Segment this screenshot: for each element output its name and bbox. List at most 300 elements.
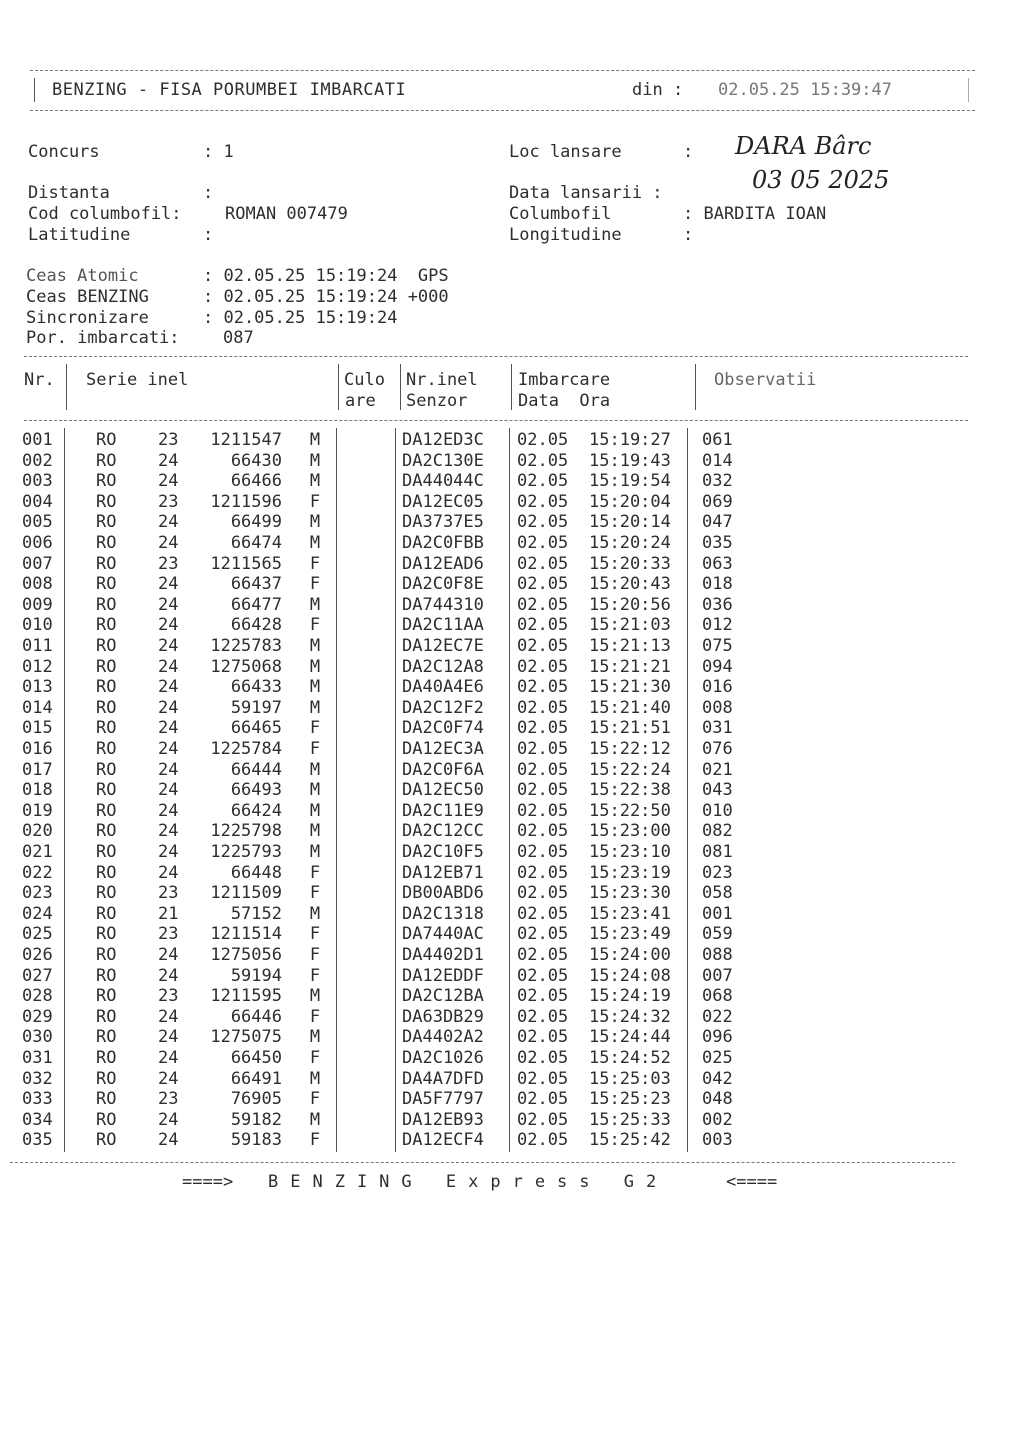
row-ring-number: 59183	[230, 1130, 282, 1151]
row-date: 02.05	[517, 594, 569, 615]
row-observation: 088	[702, 945, 733, 965]
ceas-benzing-label: Ceas BENZING	[26, 287, 149, 307]
row-country: RO	[96, 697, 117, 718]
row-country: RO	[96, 821, 117, 842]
row-sensor-id: DA12EB71	[402, 862, 484, 883]
row-sensor-id: DA2C0F74	[402, 718, 484, 739]
row-year: 23	[158, 1089, 179, 1110]
row-ring-number: 66477	[230, 594, 282, 615]
row-year: 24	[158, 1006, 179, 1027]
row-country: RO	[96, 759, 117, 780]
row-observation: 003	[702, 1130, 733, 1151]
row-sensor-id: DB00ABD6	[402, 883, 484, 904]
row-sex: M	[309, 697, 321, 718]
row-sex: M	[309, 656, 321, 677]
loc-lansare-handwritten: DARA Bârc	[735, 132, 872, 160]
row-nr: 016	[22, 739, 53, 759]
table-row	[0, 760, 1024, 781]
row-sex: F	[309, 924, 321, 945]
concurs-label: Concurs	[28, 142, 100, 162]
table-row	[0, 801, 1024, 822]
row-observation: 007	[702, 965, 733, 986]
sincronizare-label: Sincronizare	[26, 308, 149, 328]
row-sex: F	[309, 965, 321, 986]
row-country: RO	[96, 471, 117, 492]
row-ring-number: 66465	[230, 718, 282, 739]
row-nr: 017	[22, 759, 53, 780]
row-observation: 036	[702, 594, 733, 615]
row-ring-number: 1225784	[210, 739, 282, 759]
table-row	[0, 451, 1024, 472]
table-row	[0, 1069, 1024, 1090]
header-bottom-rule	[30, 110, 975, 111]
row-observation: 025	[702, 1048, 733, 1068]
row-ring-number: 1211565	[210, 553, 282, 574]
row-observation: 047	[702, 512, 733, 533]
row-nr: 004	[22, 491, 53, 512]
row-sensor-id: DA12ED3C	[402, 430, 484, 450]
hdr-sep-3	[400, 364, 401, 410]
row-observation: 063	[702, 553, 733, 574]
row-observation: 058	[702, 883, 733, 904]
longitudine-label: Longitudine	[509, 225, 622, 245]
table-row	[0, 430, 1024, 451]
table-row	[0, 533, 1024, 554]
row-date: 02.05	[517, 883, 569, 904]
row-date: 02.05	[517, 533, 569, 553]
row-country: RO	[96, 800, 117, 821]
row-year: 24	[158, 821, 179, 842]
row-nr: 003	[22, 471, 53, 492]
row-nr: 010	[22, 615, 53, 636]
row-country: RO	[96, 862, 117, 883]
row-time: 15:21:03	[589, 615, 671, 636]
row-country: RO	[96, 553, 117, 574]
row-sensor-id: DA7440AC	[402, 924, 484, 945]
row-time: 15:24:44	[589, 1027, 671, 1048]
row-nr: 027	[22, 965, 53, 986]
row-sex: M	[309, 636, 321, 656]
row-country: RO	[96, 430, 117, 450]
row-sensor-id: DA63DB29	[402, 1006, 484, 1027]
row-nr: 024	[22, 903, 53, 924]
row-year: 24	[158, 965, 179, 986]
row-year: 24	[158, 656, 179, 677]
row-year: 23	[158, 924, 179, 945]
footer-right-arrow: <====	[726, 1172, 778, 1192]
row-date: 02.05	[517, 615, 569, 636]
table-row	[0, 595, 1024, 616]
row-sensor-id: DA44044C	[402, 471, 484, 492]
row-date: 02.05	[517, 1048, 569, 1068]
row-country: RO	[96, 739, 117, 759]
row-time: 15:21:51	[589, 718, 671, 739]
row-country: RO	[96, 512, 117, 533]
row-time: 15:19:43	[589, 450, 671, 471]
row-year: 24	[158, 945, 179, 965]
row-sex: F	[309, 1048, 321, 1068]
row-ring-number: 66474	[230, 533, 282, 553]
row-nr: 026	[22, 945, 53, 965]
row-sensor-id: DA4402D1	[402, 945, 484, 965]
row-time: 15:21:40	[589, 697, 671, 718]
table-row	[0, 986, 1024, 1007]
row-date: 02.05	[517, 1089, 569, 1110]
row-year: 24	[158, 677, 179, 698]
row-observation: 032	[702, 471, 733, 492]
header-top-rule	[30, 70, 975, 71]
row-date: 02.05	[517, 1068, 569, 1089]
table-row	[0, 780, 1024, 801]
row-observation: 002	[702, 1109, 733, 1130]
col-header-nr: Nr.	[24, 370, 55, 390]
row-country: RO	[96, 491, 117, 512]
row-observation: 094	[702, 656, 733, 677]
row-time: 15:21:30	[589, 677, 671, 698]
row-date: 02.05	[517, 471, 569, 492]
row-country: RO	[96, 780, 117, 801]
row-year: 23	[158, 491, 179, 512]
row-date: 02.05	[517, 1027, 569, 1048]
din-label: din :	[632, 80, 684, 100]
row-ring-number: 66466	[230, 471, 282, 492]
row-country: RO	[96, 636, 117, 656]
row-year: 24	[158, 718, 179, 739]
table-row	[0, 1007, 1024, 1028]
row-nr: 011	[22, 636, 53, 656]
table-row	[0, 924, 1024, 945]
col-header-culo: Culo	[344, 370, 385, 390]
row-time: 15:23:00	[589, 821, 671, 842]
row-year: 24	[158, 739, 179, 759]
row-country: RO	[96, 1109, 117, 1130]
row-ring-number: 1275075	[210, 1027, 282, 1048]
row-observation: 059	[702, 924, 733, 945]
row-sensor-id: DA744310	[402, 594, 484, 615]
row-time: 15:19:54	[589, 471, 671, 492]
row-observation: 068	[702, 986, 733, 1007]
row-time: 15:23:49	[589, 924, 671, 945]
row-observation: 082	[702, 821, 733, 842]
row-nr: 002	[22, 450, 53, 471]
row-sex: F	[309, 1089, 321, 1110]
row-nr: 019	[22, 800, 53, 821]
row-year: 24	[158, 1068, 179, 1089]
row-observation: 031	[702, 718, 733, 739]
row-observation: 075	[702, 636, 733, 656]
col-header-data-ora: Data Ora	[518, 391, 611, 411]
row-observation: 023	[702, 862, 733, 883]
row-date: 02.05	[517, 986, 569, 1007]
row-nr: 013	[22, 677, 53, 698]
row-ring-number: 66446	[230, 1006, 282, 1027]
row-sex: F	[309, 491, 321, 512]
row-observation: 076	[702, 739, 733, 759]
row-sensor-id: DA2C0F8E	[402, 574, 484, 595]
row-time: 15:22:24	[589, 759, 671, 780]
ceas-benzing-value: : 02.05.25 15:19:24 +000	[203, 287, 449, 307]
row-year: 24	[158, 471, 179, 492]
table-row	[0, 1130, 1024, 1151]
row-ring-number: 1211547	[210, 430, 282, 450]
row-date: 02.05	[517, 842, 569, 862]
row-date: 02.05	[517, 450, 569, 471]
row-date: 02.05	[517, 718, 569, 739]
row-sensor-id: DA4A7DFD	[402, 1068, 484, 1089]
row-sex: M	[309, 471, 321, 492]
row-year: 24	[158, 615, 179, 636]
latitudine-sep: :	[203, 225, 214, 245]
row-observation: 021	[702, 759, 733, 780]
row-sex: F	[309, 862, 321, 883]
row-date: 02.05	[517, 512, 569, 533]
row-ring-number: 57152	[230, 903, 282, 924]
table-bottom-rule	[10, 1162, 955, 1163]
row-observation: 096	[702, 1027, 733, 1048]
row-sensor-id: DA2C12BA	[402, 986, 484, 1007]
table-row	[0, 966, 1024, 987]
table-row	[0, 1089, 1024, 1110]
row-observation: 061	[702, 430, 733, 450]
header-left-border	[34, 78, 35, 102]
row-date: 02.05	[517, 574, 569, 595]
row-country: RO	[96, 450, 117, 471]
table-row	[0, 904, 1024, 925]
row-observation: 081	[702, 842, 733, 862]
row-ring-number: 66499	[230, 512, 282, 533]
row-country: RO	[96, 718, 117, 739]
row-sex: M	[309, 594, 321, 615]
row-nr: 014	[22, 697, 53, 718]
row-year: 24	[158, 780, 179, 801]
row-sensor-id: DA2C1318	[402, 903, 484, 924]
row-date: 02.05	[517, 553, 569, 574]
data-lansarii-label: Data lansarii :	[509, 183, 663, 203]
col-header-senzor: Senzor	[406, 391, 468, 411]
row-year: 24	[158, 594, 179, 615]
row-observation: 035	[702, 533, 733, 553]
table-row	[0, 945, 1024, 966]
row-sensor-id: DA12EB93	[402, 1109, 484, 1130]
por-imbarcati-label: Por. imbarcati:	[26, 328, 180, 348]
row-sensor-id: DA2C12F2	[402, 697, 484, 718]
row-time: 15:21:21	[589, 656, 671, 677]
din-value: 02.05.25 15:39:47	[718, 80, 892, 100]
row-time: 15:25:33	[589, 1109, 671, 1130]
table-row	[0, 863, 1024, 884]
table-row	[0, 821, 1024, 842]
loc-lansare-sep: :	[683, 142, 694, 162]
row-year: 21	[158, 903, 179, 924]
row-year: 24	[158, 800, 179, 821]
row-sensor-id: DA2C12A8	[402, 656, 484, 677]
row-sex: F	[309, 1130, 321, 1151]
row-nr: 032	[22, 1068, 53, 1089]
row-ring-number: 59182	[230, 1109, 282, 1130]
row-nr: 006	[22, 533, 53, 553]
row-time: 15:23:10	[589, 842, 671, 862]
row-date: 02.05	[517, 739, 569, 759]
row-date: 02.05	[517, 491, 569, 512]
row-date: 02.05	[517, 800, 569, 821]
row-ring-number: 59197	[230, 697, 282, 718]
row-date: 02.05	[517, 945, 569, 965]
row-time: 15:20:56	[589, 594, 671, 615]
row-time: 15:22:38	[589, 780, 671, 801]
row-date: 02.05	[517, 1006, 569, 1027]
header-right-border	[968, 78, 969, 102]
row-country: RO	[96, 574, 117, 595]
row-sex: M	[309, 821, 321, 842]
row-time: 15:23:41	[589, 903, 671, 924]
row-country: RO	[96, 594, 117, 615]
row-sensor-id: DA12EC3A	[402, 739, 484, 759]
row-country: RO	[96, 924, 117, 945]
row-observation: 012	[702, 615, 733, 636]
row-observation: 022	[702, 1006, 733, 1027]
row-date: 02.05	[517, 862, 569, 883]
row-sensor-id: DA12EAD6	[402, 553, 484, 574]
table-row	[0, 883, 1024, 904]
row-observation: 010	[702, 800, 733, 821]
row-country: RO	[96, 1027, 117, 1048]
table-header-rule	[24, 420, 968, 421]
row-year: 24	[158, 697, 179, 718]
ceas-atomic-label: Ceas Atomic	[26, 266, 139, 286]
row-time: 15:25:42	[589, 1130, 671, 1151]
row-time: 15:21:13	[589, 636, 671, 656]
row-date: 02.05	[517, 924, 569, 945]
row-sensor-id: DA12EC05	[402, 491, 484, 512]
row-date: 02.05	[517, 1109, 569, 1130]
footer-left-arrow: ====>	[182, 1172, 234, 1192]
row-ring-number: 66430	[230, 450, 282, 471]
row-sex: M	[309, 1068, 321, 1089]
row-date: 02.05	[517, 656, 569, 677]
hdr-sep-2	[338, 364, 339, 410]
table-row	[0, 842, 1024, 863]
row-sensor-id: DA2C0FBB	[402, 533, 484, 553]
row-year: 23	[158, 430, 179, 450]
row-nr: 033	[22, 1089, 53, 1110]
row-sex: M	[309, 533, 321, 553]
table-row	[0, 1110, 1024, 1131]
col-header-imbarcare: Imbarcare	[518, 370, 611, 390]
row-sensor-id: DA2C1026	[402, 1048, 484, 1068]
row-ring-number: 1225783	[210, 636, 282, 656]
row-ring-number: 1211509	[210, 883, 282, 904]
row-nr: 020	[22, 821, 53, 842]
cod-columbofil-label: Cod columbofil:	[28, 204, 182, 224]
row-year: 24	[158, 636, 179, 656]
row-observation: 042	[702, 1068, 733, 1089]
loc-lansare-label: Loc lansare	[509, 142, 622, 162]
row-country: RO	[96, 842, 117, 862]
row-observation: 008	[702, 697, 733, 718]
row-time: 15:24:19	[589, 986, 671, 1007]
row-observation: 069	[702, 491, 733, 512]
row-sex: M	[309, 759, 321, 780]
row-country: RO	[96, 1130, 117, 1151]
row-year: 24	[158, 533, 179, 553]
row-time: 15:20:04	[589, 491, 671, 512]
por-imbarcati-value: 087	[223, 328, 254, 348]
row-nr: 029	[22, 1006, 53, 1027]
table-row	[0, 574, 1024, 595]
row-time: 15:24:00	[589, 945, 671, 965]
row-ring-number: 1211514	[210, 924, 282, 945]
row-nr: 008	[22, 574, 53, 595]
row-year: 24	[158, 1130, 179, 1151]
row-sex: M	[309, 430, 321, 450]
table-row	[0, 739, 1024, 760]
row-year: 23	[158, 883, 179, 904]
row-time: 15:22:50	[589, 800, 671, 821]
row-nr: 021	[22, 842, 53, 862]
table-row	[0, 698, 1024, 719]
row-sex: M	[309, 780, 321, 801]
footer-text: BENZING Express G2	[268, 1172, 669, 1192]
row-sex: F	[309, 945, 321, 965]
row-date: 02.05	[517, 821, 569, 842]
row-nr: 034	[22, 1109, 53, 1130]
row-nr: 009	[22, 594, 53, 615]
row-observation: 018	[702, 574, 733, 595]
row-country: RO	[96, 1006, 117, 1027]
row-time: 15:24:32	[589, 1006, 671, 1027]
table-row	[0, 677, 1024, 698]
row-country: RO	[96, 945, 117, 965]
row-country: RO	[96, 883, 117, 904]
row-year: 24	[158, 842, 179, 862]
hdr-sep-4	[511, 364, 512, 410]
row-sensor-id: DA12EC50	[402, 780, 484, 801]
row-sex: F	[309, 574, 321, 595]
concurs-value: : 1	[203, 142, 234, 162]
row-ring-number: 66450	[230, 1048, 282, 1068]
row-year: 24	[158, 1109, 179, 1130]
row-time: 15:25:23	[589, 1089, 671, 1110]
table-body	[0, 430, 1024, 1160]
row-date: 02.05	[517, 903, 569, 924]
row-sensor-id: DA2C11E9	[402, 800, 484, 821]
hdr-sep-1	[66, 364, 67, 410]
table-row	[0, 471, 1024, 492]
row-country: RO	[96, 677, 117, 698]
row-sex: F	[309, 553, 321, 574]
latitudine-label: Latitudine	[28, 225, 131, 245]
row-sex: M	[309, 800, 321, 821]
row-observation: 016	[702, 677, 733, 698]
row-nr: 015	[22, 718, 53, 739]
row-ring-number: 1275056	[210, 945, 282, 965]
row-ring-number: 59194	[230, 965, 282, 986]
table-row	[0, 492, 1024, 513]
row-ring-number: 66448	[230, 862, 282, 883]
row-date: 02.05	[517, 965, 569, 986]
col-header-serie: Serie inel	[86, 370, 189, 390]
row-ring-number: 1225798	[210, 821, 282, 842]
row-time: 15:23:30	[589, 883, 671, 904]
row-year: 23	[158, 553, 179, 574]
document-title: BENZING - FISA PORUMBEI IMBARCATI	[52, 80, 407, 100]
row-sex: M	[309, 677, 321, 698]
row-ring-number: 66437	[230, 574, 282, 595]
row-ring-number: 1211596	[210, 491, 282, 512]
row-country: RO	[96, 1048, 117, 1068]
row-sensor-id: DA2C10F5	[402, 842, 484, 862]
row-year: 24	[158, 1027, 179, 1048]
